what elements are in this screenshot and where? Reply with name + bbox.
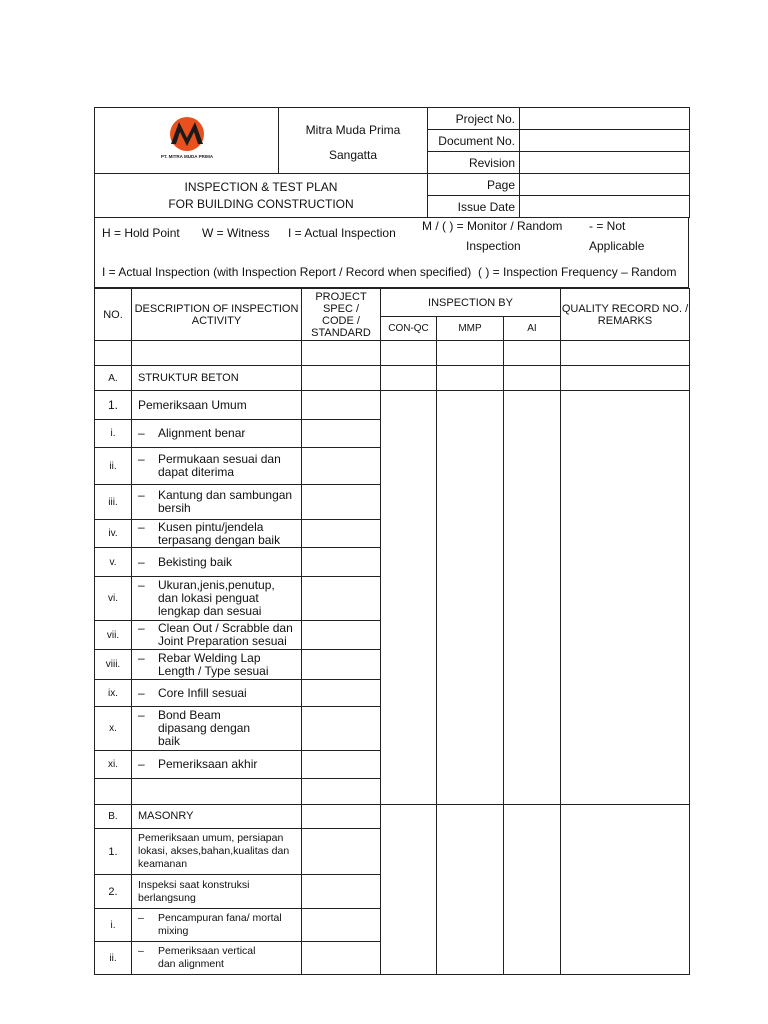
table-row	[95, 341, 690, 366]
legend-witness: W = Witness	[202, 226, 270, 240]
row-number: B.	[95, 805, 132, 829]
itp-form	[94, 107, 689, 975]
revision-label: Revision	[428, 152, 520, 174]
con-qc-cell[interactable]	[381, 805, 437, 975]
table-row	[95, 391, 690, 420]
section-title: STRUKTUR BETON	[132, 366, 302, 391]
legend-na: - = Not	[589, 219, 626, 233]
row-description: – Permukaan sesuai dan dapat diterima	[132, 448, 302, 485]
company-logo	[157, 114, 217, 164]
remarks-cell[interactable]	[561, 391, 690, 805]
col-con-qc: CON-QC	[381, 317, 437, 341]
row-description: Pemeriksaan Umum	[132, 391, 302, 420]
ai-cell[interactable]	[504, 391, 561, 805]
page-label: Page	[428, 174, 520, 196]
document-no-value[interactable]	[520, 130, 690, 152]
row-number: 1.	[95, 391, 132, 420]
document-no-label: Document No.	[428, 130, 520, 152]
form-header	[94, 107, 690, 218]
table-row	[95, 805, 690, 829]
row-number: 2.	[95, 875, 132, 909]
row-description: – Core Infill sesuai	[132, 680, 302, 707]
row-description: – Pemeriksaan akhir	[132, 751, 302, 779]
table-row	[95, 366, 690, 391]
col-mmp: MMP	[437, 317, 504, 341]
row-description: Inspeksi saat konstruksi berlangsung	[132, 875, 302, 909]
mmp-cell[interactable]	[437, 391, 504, 805]
inspection-table	[94, 288, 690, 975]
mmp-cell[interactable]	[437, 805, 504, 975]
row-number: viii.	[95, 650, 132, 680]
row-description: – Pencampuran fana/ mortal mixing	[132, 909, 302, 942]
issue-date-value[interactable]	[520, 196, 690, 218]
legend-monitor: M / ( ) = Monitor / Random	[422, 219, 563, 233]
row-number: x.	[95, 707, 132, 751]
row-number: xi.	[95, 751, 132, 779]
legend-frequency: ( ) = Inspection Frequency – Random	[478, 265, 677, 279]
ai-cell[interactable]	[504, 805, 561, 975]
col-no: NO.	[95, 289, 132, 341]
row-number: iv.	[95, 520, 132, 548]
col-project-spec: PROJECT SPEC / CODE / STANDARD	[302, 289, 381, 341]
row-description: – Rebar Welding Lap Length / Type sesuai	[132, 650, 302, 680]
row-number: i.	[95, 909, 132, 942]
remarks-cell[interactable]	[561, 805, 690, 975]
legend-actual: I = Actual Inspection	[288, 226, 396, 240]
legend-actual-inspection: I = Actual Inspection (with Inspection Report / Record when specified)	[102, 265, 472, 279]
row-description: – Alignment benar	[132, 420, 302, 448]
row-description: Pemeriksaan umum, persiapan lokasi, akses,bahan,kualitas dan keamanan	[132, 829, 302, 875]
row-number: ii.	[95, 448, 132, 485]
row-number: A.	[95, 366, 132, 391]
legend-monitor-2: Inspection	[466, 239, 521, 253]
project-no-value[interactable]	[520, 108, 690, 130]
col-description: DESCRIPTION OF INSPECTION ACTIVITY	[132, 289, 302, 341]
revision-value[interactable]	[520, 152, 690, 174]
row-description: – Pemeriksaan vertical dan alignment	[132, 942, 302, 975]
section-title: MASONRY	[132, 805, 302, 829]
row-description: – Bekisting baik	[132, 548, 302, 577]
row-number: i.	[95, 420, 132, 448]
row-description: – Clean Out / Scrabble dan Joint Preparation sesuai	[132, 621, 302, 650]
col-quality-record: QUALITY RECORD NO. / REMARKS	[561, 289, 690, 341]
row-description: – Kantung dan sambungan bersih	[132, 485, 302, 520]
issue-date-label: Issue Date	[428, 196, 520, 218]
row-number: v.	[95, 548, 132, 577]
row-number: vi.	[95, 577, 132, 621]
col-ai: AI	[504, 317, 561, 341]
legend-hold: H = Hold Point	[102, 226, 180, 240]
column-header-row	[95, 289, 690, 317]
col-inspection-by: INSPECTION BY	[381, 289, 561, 317]
plan-title: INSPECTION & TEST PLAN FOR BUILDING CONSTRUCTION	[95, 174, 428, 218]
row-number: ix.	[95, 680, 132, 707]
legend-na-2: Applicable	[589, 239, 645, 253]
logo-cell	[95, 108, 279, 174]
page-value[interactable]	[520, 174, 690, 196]
row-number: ii.	[95, 942, 132, 975]
row-number: vii.	[95, 621, 132, 650]
row-number: iii.	[95, 485, 132, 520]
svg-text:PT. MITRA MUDA PRIMA: PT. MITRA MUDA PRIMA	[160, 154, 213, 159]
row-description: – Bond Beam dipasang dengan baik	[132, 707, 302, 751]
project-no-label: Project No.	[428, 108, 520, 130]
company-name: Mitra Muda Prima Sangatta	[279, 108, 428, 174]
legend	[94, 218, 689, 288]
row-description: – Kusen pintu/jendela terpasang dengan baik	[132, 520, 302, 548]
row-number: 1.	[95, 829, 132, 875]
con-qc-cell[interactable]	[381, 391, 437, 805]
row-description: – Ukuran,jenis,penutup, dan lokasi penguat lengkap dan sesuai	[132, 577, 302, 621]
